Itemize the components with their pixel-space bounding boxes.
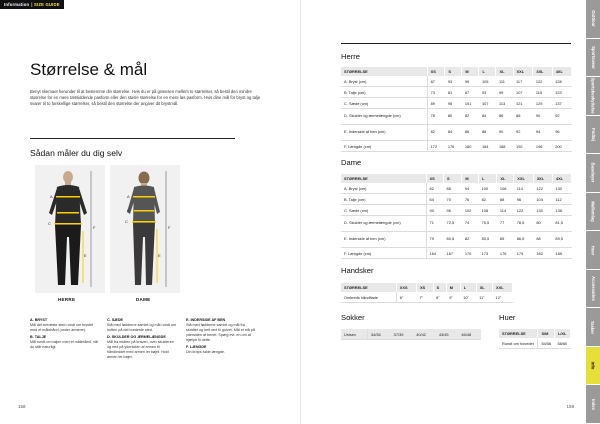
divider-top [341,43,571,44]
table-cell: 104 [533,194,552,205]
sokker-size-table [341,329,481,340]
tab-baselayer[interactable] [586,154,600,193]
table-row [341,205,572,216]
table-row [341,216,572,232]
table-cell: 106 [497,183,514,194]
table-cell: 90 [533,109,552,125]
table-row [341,292,513,303]
table-cell: 74 [462,216,479,232]
table-cell: 82 [462,232,479,248]
table-cell: 89,5 [552,232,571,248]
table-cell: 112 [552,194,571,205]
tab-label: Mellemlag [590,201,596,222]
tab-label: Baselayer [590,163,596,183]
table-cell: 72,5 [444,216,462,232]
table-cell: 81 [445,87,462,98]
measure-col-2 [107,318,177,362]
table-cell: 117 [513,76,533,87]
table-cell: 96 [552,125,571,141]
table-cell: 64 [426,194,444,205]
table-cell: 121 [513,98,533,109]
table-row [341,109,572,125]
table-row [341,125,572,141]
table-cell: 115 [533,87,552,98]
table-cell: 94 [462,183,479,194]
table-header-row [499,329,571,338]
svg-text:A: A [50,194,53,199]
table-cell: 200 [552,141,571,152]
category-tabs [586,0,600,424]
table-cell: 176 [497,248,514,259]
table-cell: 8" [433,292,446,303]
table-cell: 80 [445,109,462,125]
table-cell: 82 [426,183,444,194]
row-label: Omkreds håndflade [341,292,396,303]
table-cell: 81,5 [552,216,571,232]
row-label: B. Talje (cm) [341,87,427,98]
measure-a-text: Mål det bredeste sted rundt om brystet med et målebånd (under armene). [30,323,94,332]
table-row [341,232,572,248]
table-cell: 123 [552,87,571,98]
svg-text:B: B [50,210,53,215]
table-cell: 80 [533,216,552,232]
herre-title: Herre [341,52,360,61]
table-cell: 122 [514,205,534,216]
svg-text:F: F [168,225,171,230]
page-title: Størrelse & mål [30,60,148,79]
table-cell: 86 [462,125,479,141]
svg-text:C: C [48,221,51,226]
table-cell: 90 [496,125,513,141]
table-row [341,98,572,109]
row-label: E. Inderside af ben (cm) [341,232,426,248]
table-cell: 138 [552,205,571,216]
table-cell: 130 [533,205,552,216]
table-cell: 172 [427,141,445,152]
table-cell: 82 [427,125,445,141]
column-header: STØRRELSE [341,67,427,76]
table-row [341,87,572,98]
section-header [0,0,64,9]
measure-c-text: Stå med fødderne samlet og mål rundt om hoften på det bredeste sted. [107,323,177,332]
column-header: 3XL [533,174,552,183]
table-cell: 78,5 [514,216,534,232]
column-header: 4XL [552,67,571,76]
handsker-size-table [341,283,513,303]
column-header: S [444,174,462,183]
column-header: L [479,174,497,183]
table-cell: 84 [479,109,496,125]
figure-label-dame: DAME [136,297,151,302]
table-cell: 99 [462,76,479,87]
table-cell: 192 [513,141,533,152]
table-row [341,141,572,152]
column-header: STØRRELSE [499,329,538,338]
tab-mellemlag[interactable] [586,193,600,232]
table-cell: 82 [462,109,479,125]
table-cell: 130 [552,183,571,194]
table-cell: 114 [497,205,514,216]
figure-label-herre: HERRE [58,297,76,302]
column-header: L [479,67,496,76]
row-label: F. Længde (cm) [341,141,427,152]
table-cell: 94 [533,125,552,141]
row-label: D. Skulder og ærmelængde (cm) [341,109,427,125]
dame-title: Dame [341,158,362,167]
table-cell: 164 [426,248,444,259]
tab-label: Fodtøj [590,127,596,141]
table-cell: 76 [462,194,479,205]
table-header-row [341,174,572,183]
table-row [341,329,481,340]
tab-label: Outdoor [590,10,596,28]
table-cell: 86 [496,109,513,125]
table-cell: 70 [444,194,462,205]
measure-b-title: B. TALJE [30,335,47,339]
table-cell: 176 [445,141,462,152]
measure-b-text: Mål rundt om taljen med et målebånd, når du står naturligt. [30,340,99,349]
divider [30,138,235,139]
table-cell: 84 [445,125,462,141]
male-model-image [35,165,105,293]
herre-size-table [341,67,572,152]
table-cell: 182 [533,248,552,259]
table-cell: 87 [427,76,445,87]
table-cell: 88 [533,232,552,248]
table-cell: 11" [476,292,492,303]
table-row [341,76,572,87]
row-label: B. Talje (cm) [341,194,426,205]
row-label: F. Længde (cm) [341,248,426,259]
table-cell: 196 [533,141,552,152]
page-number-right: 159 [566,404,574,409]
measure-f-text: Din krops fulde længde. [186,350,225,354]
huer-size-table [499,329,571,349]
table-cell: 188 [496,141,513,152]
table-cell: 96 [514,194,534,205]
column-header: XL [476,283,492,292]
row-label: D. Skulder og ærmelængde (cm) [341,216,426,232]
section-header-label: Information [4,2,30,7]
table-cell: 90 [426,205,444,216]
table-cell: 122 [533,183,552,194]
column-header: S [433,283,446,292]
tab-label: Tasker [590,320,596,334]
table-cell: 58/60 [554,338,570,349]
intro-text: Benyt skemaet herunder til at bestemme din størrelse. Hvis du er på grænsen mellem to størrelser, så bestil den mindre størrelse for en mere tætsiddende pasform eller den større størrelse for en mere løs pasform. Hvis dine mål for bryst og talje svarer til to forskellige størrelser, så bestil den størrelse der angiver dit brystmål. [30,89,261,106]
column-header: M [446,283,460,292]
tab-label: Accessories [590,276,596,301]
table-cell: 87 [462,87,479,98]
tab-label: Index [590,398,596,410]
table-cell: 12" [493,292,513,303]
table-cell: 129 [533,98,552,109]
table-cell: 78 [427,109,445,125]
tab-sportswear[interactable] [586,39,600,78]
tab-tasker[interactable] [586,308,600,347]
table-cell: 173 [479,248,497,259]
subsection-label: SIZE GUIDE [33,2,60,7]
table-cell: 43/45 [436,329,459,340]
table-cell: 82 [479,194,497,205]
row-label: C. Sæde (cm) [341,98,427,109]
table-cell: 54/56 [538,338,555,349]
column-header: S/M [538,329,555,338]
table-header-row [341,283,513,292]
column-header: XL [496,67,513,76]
table-cell: 107 [479,98,496,109]
measure-f-title: F. LÆNGDE [186,345,207,349]
table-cell: 86,5 [514,232,534,248]
table-header-row [341,67,572,76]
tab-fodt-j[interactable] [586,116,600,155]
table-cell: 9" [446,292,460,303]
row-label: A. Bryst (cm) [341,76,427,87]
tab-outdoor[interactable] [586,0,600,39]
table-cell: 10" [460,292,476,303]
table-cell: 170 [462,248,479,259]
measure-d-text: Mål fra midten på kraven, over skulderen og ned på ydersiden af armen til håndleddet med armen let bøjet. Hold armen let bøjet. [107,340,174,359]
column-header: XL [497,174,514,183]
table-cell: 89 [427,98,445,109]
table-cell: 102 [462,205,479,216]
measure-c-title: C. SÆDE [107,318,123,322]
table-cell: 122 [533,76,552,87]
measure-d-title: D. SKULDER OG ÆRMELÆNGDE [107,335,166,339]
table-cell: 101 [462,98,479,109]
right-page [300,0,600,424]
table-cell: 77 [497,216,514,232]
tab-info[interactable] [586,347,600,386]
table-cell: 111 [496,76,513,87]
tab-accessories[interactable] [586,270,600,309]
column-header: XS [416,283,433,292]
table-cell: 83,5 [479,232,497,248]
measure-e-title: E. INDERSIDE AF BEN [186,318,226,322]
table-cell: 100 [479,183,497,194]
table-cell: 92 [513,125,533,141]
table-cell: 85 [497,232,514,248]
table-row [341,194,572,205]
column-header: STØRRELSE [341,174,426,183]
column-header: M [462,67,479,76]
column-header: M [462,174,479,183]
table-cell: 88 [497,194,514,205]
row-label: C. Sæde (cm) [341,205,426,216]
column-header: XXL [493,283,513,292]
tab-sportsbeskyttelse[interactable] [586,77,600,116]
table-cell: 80,5 [444,232,462,248]
svg-text:E: E [84,253,87,258]
table-cell: Unisex [341,329,367,340]
column-header: XXS [396,283,416,292]
table-cell: 108 [479,205,497,216]
column-header: L [460,283,476,292]
column-header: 4XL [552,174,571,183]
table-cell: 92 [552,109,571,125]
handsker-title: Handsker [341,266,374,275]
table-cell: 99 [496,87,513,98]
tab-huer[interactable] [586,231,600,270]
table-cell: 93 [445,76,462,87]
tab-label: Sportsbeskyttelse [590,77,596,114]
table-cell: 114 [514,183,534,194]
table-cell: 180 [462,141,479,152]
sokker-title: Sokker [341,313,365,322]
table-cell: 79 [426,232,444,248]
huer-title: Huer [499,313,516,322]
table-cell: 185 [552,248,571,259]
measure-subtitle: Sådan måler du dig selv [30,148,123,158]
table-cell: 93 [479,87,496,98]
measure-col-1 [30,318,100,352]
column-header: XS [427,67,445,76]
tab-index[interactable] [586,385,600,424]
table-cell: 73 [427,87,445,98]
dame-size-table [341,174,572,259]
table-cell: 88 [513,109,533,125]
column-header: 3XL [533,67,552,76]
table-row [341,183,572,194]
column-header: XXL [513,67,533,76]
table-cell: 37/39 [391,329,414,340]
table-cell: 105 [479,76,496,87]
svg-text:B: B [127,208,130,213]
section-header-subsection: | SIZE GUIDE [31,2,60,7]
table-cell: 7" [416,292,433,303]
table-cell: 34/36 [367,329,390,340]
table-cell: 6" [396,292,416,303]
svg-text:A: A [127,194,130,199]
table-cell: 95 [445,98,462,109]
page-number-left: 158 [18,404,26,409]
column-header: S [445,67,462,76]
table-cell: 184 [479,141,496,152]
table-cell: 71 [426,216,444,232]
table-cell: 40/42 [413,329,436,340]
column-header: L/XL [554,329,570,338]
row-label: E. Inderside af ben (cm) [341,125,427,141]
tab-label: Sportswear [590,45,596,69]
measure-col-3 [186,318,256,357]
svg-text:C: C [125,219,128,224]
measure-e-text: Stå med fødderne samlet og mål fra skridtet og helt ned til gulvet. Mål et stå på ydersiden af benet. Spørg evt. en om at hjælpe til dette. [186,323,255,342]
svg-text:E: E [158,253,161,258]
row-label: A. Bryst (cm) [341,183,426,194]
table-cell: 96 [444,205,462,216]
svg-text:F: F [93,225,96,230]
column-header: STØRRELSE [341,283,396,292]
row-label: Rundt om hovedet [499,338,538,349]
table-row [499,338,571,349]
table-cell: 88 [444,183,462,194]
measure-a-title: A. BRYST [30,318,48,322]
table-cell: 179 [514,248,534,259]
table-row [341,248,572,259]
table-cell: 137 [552,98,571,109]
table-cell: 167 [444,248,462,259]
table-cell: 128 [552,76,571,87]
table-cell: 88 [479,125,496,141]
table-cell: 113 [496,98,513,109]
female-model-image [110,165,180,293]
table-cell: 107 [513,87,533,98]
tab-label: Huer [590,245,596,255]
column-header: XS [426,174,444,183]
tab-label: Info [590,361,596,370]
table-cell: 75,5 [479,216,497,232]
column-header: XXL [514,174,534,183]
table-cell: 46/48 [458,329,481,340]
